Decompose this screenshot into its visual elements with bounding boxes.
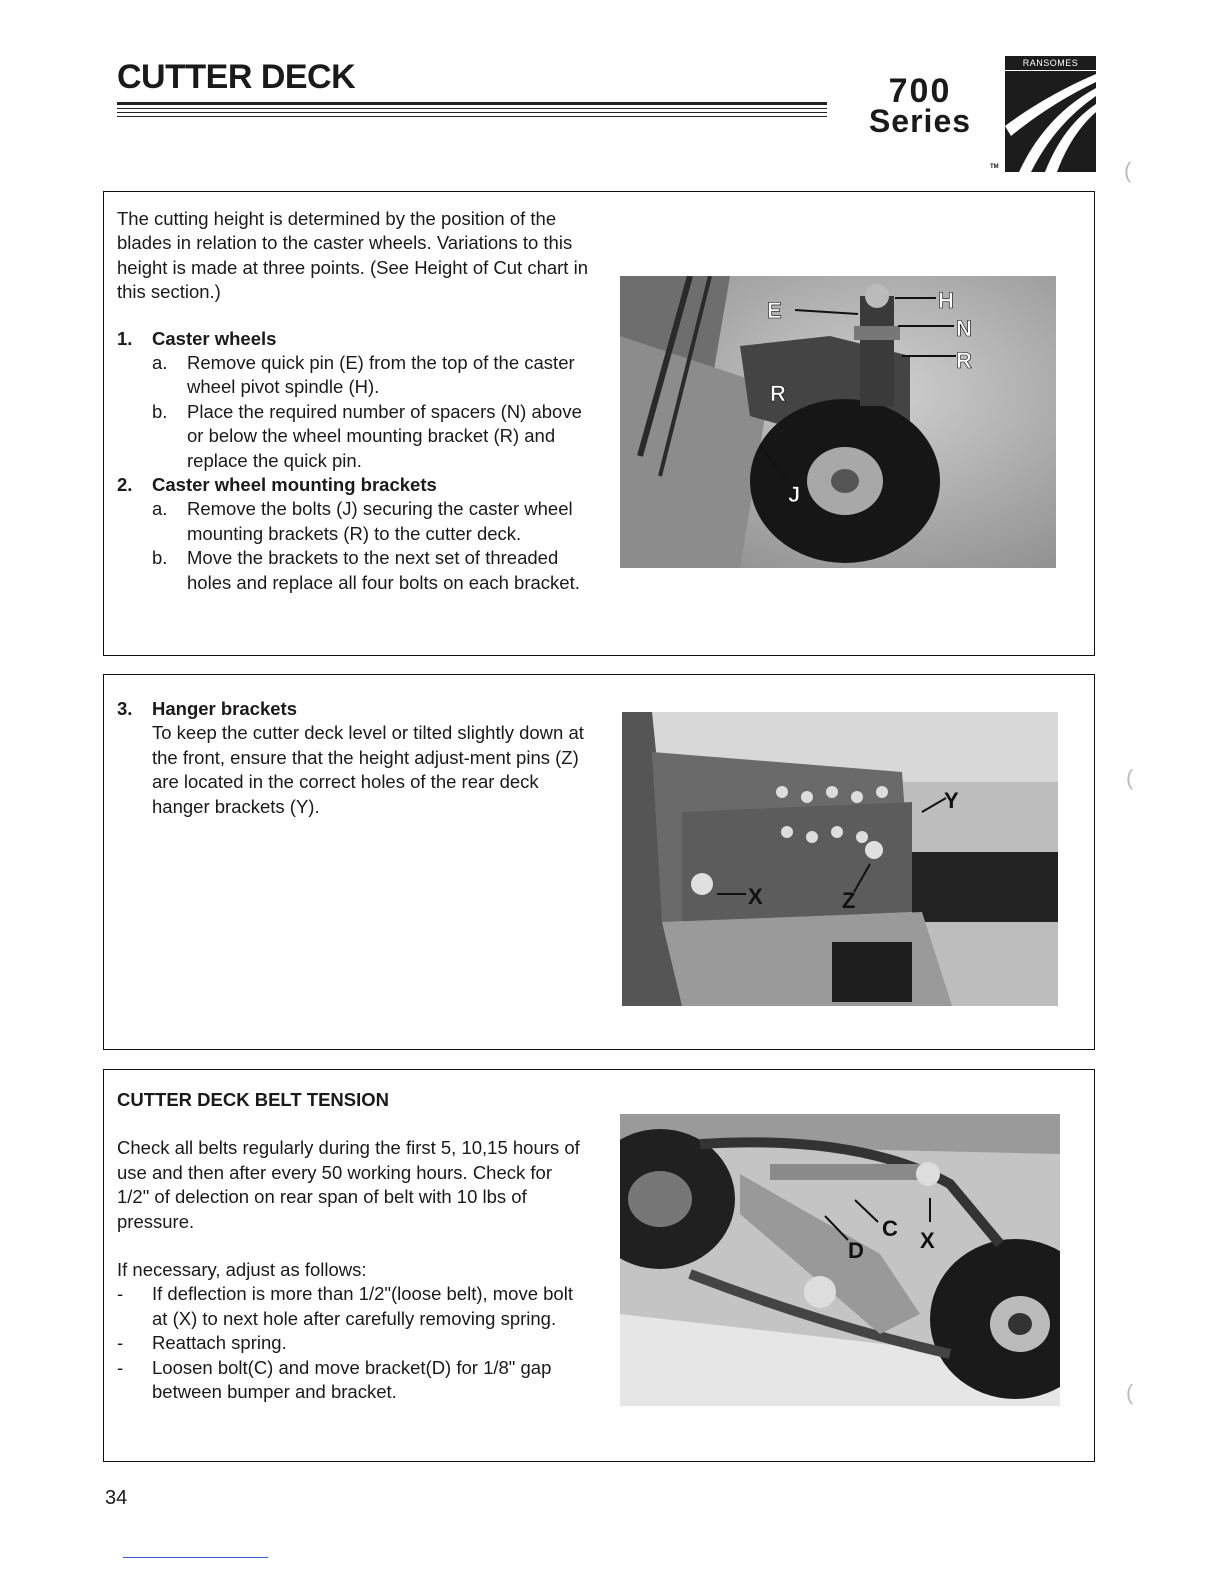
- bullet-mark: -: [117, 1283, 124, 1305]
- bullet-mark: -: [117, 1332, 124, 1354]
- series-number: 700: [888, 72, 952, 110]
- label-d: D: [848, 1238, 864, 1263]
- label-j: J: [788, 482, 801, 507]
- adjust-step-1: [117, 1282, 587, 1331]
- step-text: Move the brackets to the next set of threaded holes and replace all four bolts on each bracket.: [187, 547, 580, 593]
- belt-tension-heading: CUTTER DECK BELT TENSION: [117, 1089, 390, 1110]
- item-text: To keep the cutter deck level or tilted slightly down at the front, ensure that the height adjust-ment pins (Z) are located in the correct holes of the rear deck hanger brackets (Y).: [152, 722, 584, 817]
- margin-mark: (: [1126, 1380, 1134, 1405]
- bullet-text: Reattach spring.: [152, 1332, 287, 1354]
- brand-name: RANSOMES: [1005, 56, 1096, 71]
- page-number: 34: [105, 1487, 128, 1509]
- item-number: 2.: [117, 474, 133, 496]
- title-rule-thin-1: [117, 108, 827, 109]
- label-x: X: [748, 884, 763, 909]
- belt-tension-text: [117, 1088, 587, 1404]
- caster-adjustment-text: [117, 207, 597, 595]
- margin-mark: (: [1126, 765, 1134, 790]
- item-number: 1.: [117, 327, 133, 349]
- label-e: E: [767, 298, 782, 323]
- label-z: Z: [842, 888, 856, 913]
- list-item-caster-wheels: [117, 327, 597, 473]
- page-title: CUTTER DECK: [117, 58, 356, 96]
- label-y: Y: [944, 788, 959, 813]
- step-text: Place the required number of spacers (N) above or below the wheel mounting bracket (R) and replace the quick pin.: [187, 400, 582, 471]
- label-n: N: [956, 316, 972, 341]
- step-letter: a.: [152, 352, 168, 374]
- title-rule-thin-3: [117, 116, 827, 117]
- series-label: Series: [868, 103, 972, 139]
- item-heading: Caster wheels: [152, 327, 277, 349]
- hanger-brackets-photo: [622, 712, 1058, 1006]
- adjust-step-3: [117, 1356, 587, 1405]
- label-r-left: R: [770, 381, 786, 406]
- title-rule-thin-2: [117, 112, 827, 113]
- logo-stripes-icon: [1005, 56, 1096, 172]
- step-text: Remove quick pin (E) from the top of the caster wheel pivot spindle (H).: [187, 352, 575, 398]
- margin-mark: (: [1124, 158, 1132, 183]
- label-h: H: [938, 288, 954, 313]
- step-1a: [152, 351, 597, 400]
- list-item-mounting-brackets: [117, 473, 597, 595]
- ransomes-logo: [1005, 56, 1096, 172]
- series-badge: [855, 72, 985, 139]
- item-heading: Caster wheel mounting brackets: [152, 474, 437, 496]
- bullet-text: If deflection is more than 1/2"(loose belt), move bolt at (X) to next hole after carefully removing spring.: [152, 1283, 573, 1329]
- adjust-step-2: [117, 1331, 587, 1355]
- label-c: C: [882, 1216, 898, 1241]
- step-letter: b.: [152, 400, 168, 422]
- label-x: X: [920, 1228, 935, 1253]
- step-2a: [152, 497, 597, 546]
- bullet-text: Loosen bolt(C) and move bracket(D) for 1/8" gap between bumper and bracket.: [152, 1356, 552, 1403]
- bullet-mark: -: [117, 1356, 124, 1378]
- intro-paragraph: The cutting height is determined by the position of the blades in relation to the caster wheels. Variations to this height is made at three points. (See Height of Cut chart in this section.): [117, 208, 588, 303]
- item-heading: Hanger brackets: [152, 698, 297, 719]
- step-letter: b.: [152, 547, 168, 569]
- list-item-hanger-brackets: [117, 697, 587, 819]
- title-rule-thick: [117, 102, 827, 105]
- caster-wheel-photo: [620, 276, 1056, 568]
- label-r-right: R: [956, 348, 972, 373]
- belt-tension-photo: [620, 1114, 1060, 1406]
- step-2b: [152, 546, 597, 595]
- belt-check-paragraph: Check all belts regularly during the first 5, 10,15 hours of use and then after every 50 working hours. Check for 1/2" of delection on rear span of belt with 10 lbs of pressure.: [117, 1137, 580, 1232]
- hanger-brackets-text: [117, 697, 587, 819]
- adjust-intro: If necessary, adjust as follows:: [117, 1259, 367, 1281]
- step-text: Remove the bolts (J) securing the caster wheel mounting brackets (R) to the cutter deck.: [187, 498, 573, 544]
- item-number: 3.: [117, 698, 133, 719]
- trademark-mark: TM: [990, 164, 999, 170]
- footer-line: [123, 1557, 268, 1558]
- step-1b: [152, 400, 597, 473]
- step-letter: a.: [152, 498, 168, 520]
